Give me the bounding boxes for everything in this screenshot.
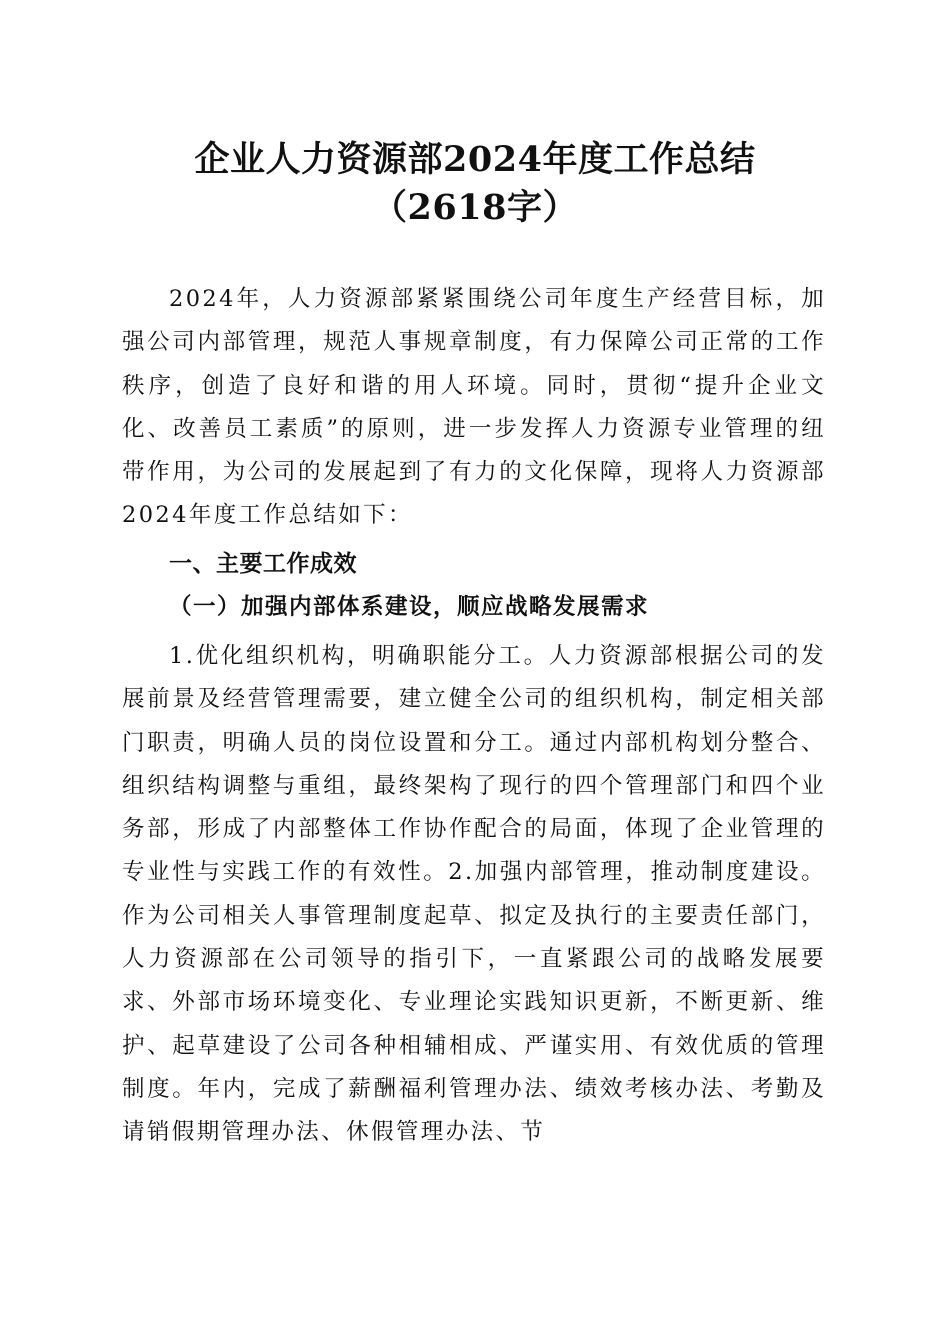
document-title: 企业人力资源部2024年度工作总结（2618字） xyxy=(194,139,756,228)
subsection-heading: （一）加强内部体系建设，顺应战略发展需求 xyxy=(169,594,650,620)
section-heading: 一、主要工作成效 xyxy=(169,551,357,577)
body-paragraph: 1.优化组织机构，明确职能分工。人力资源部根据公司的发展前景及经营管理需要，建立健全公司的组织机构，制定相关部门职责，明确人员的岗位设置和分工。通过内部机构划分整合、组织结构调整与重组，最终架构了现行的四个管理部门和四个业务部，形成了内部整体工作协作配合的局面，体现了企业管理的专业性与实践工作的有效性。2.加强内部管理，推动制度建设。作为公司相关人事管理制度起草、拟定及执行的主要责任部门，人力资源部在公司领导的指引下，一直紧跟公司的战略发展要求、外部市场环境变化、专业理论实践知识更新，不断更新、维护、起草建设了公司各种相辅相成、严谨实用、有效优质的管理制度。年内，完成了薪酬福利管理办法、绩效考核办法、考勤及请销假期管理办法、休假管理办法、节 xyxy=(122,643,826,1146)
intro-paragraph: 2024年，人力资源部紧紧围绕公司年度生产经营目标，加强公司内部管理，规范人事规章制度，有力保障公司正常的工作秩序，创造了良好和谐的用人环境。同时，贯彻“提升企业文化、改善员工素质”的原则，进一步发挥人力资源专业管理的纽带作用，为公司的发展起到了有力的文化保障，现将人力资源部2024年度工作总结如下： xyxy=(122,286,826,529)
